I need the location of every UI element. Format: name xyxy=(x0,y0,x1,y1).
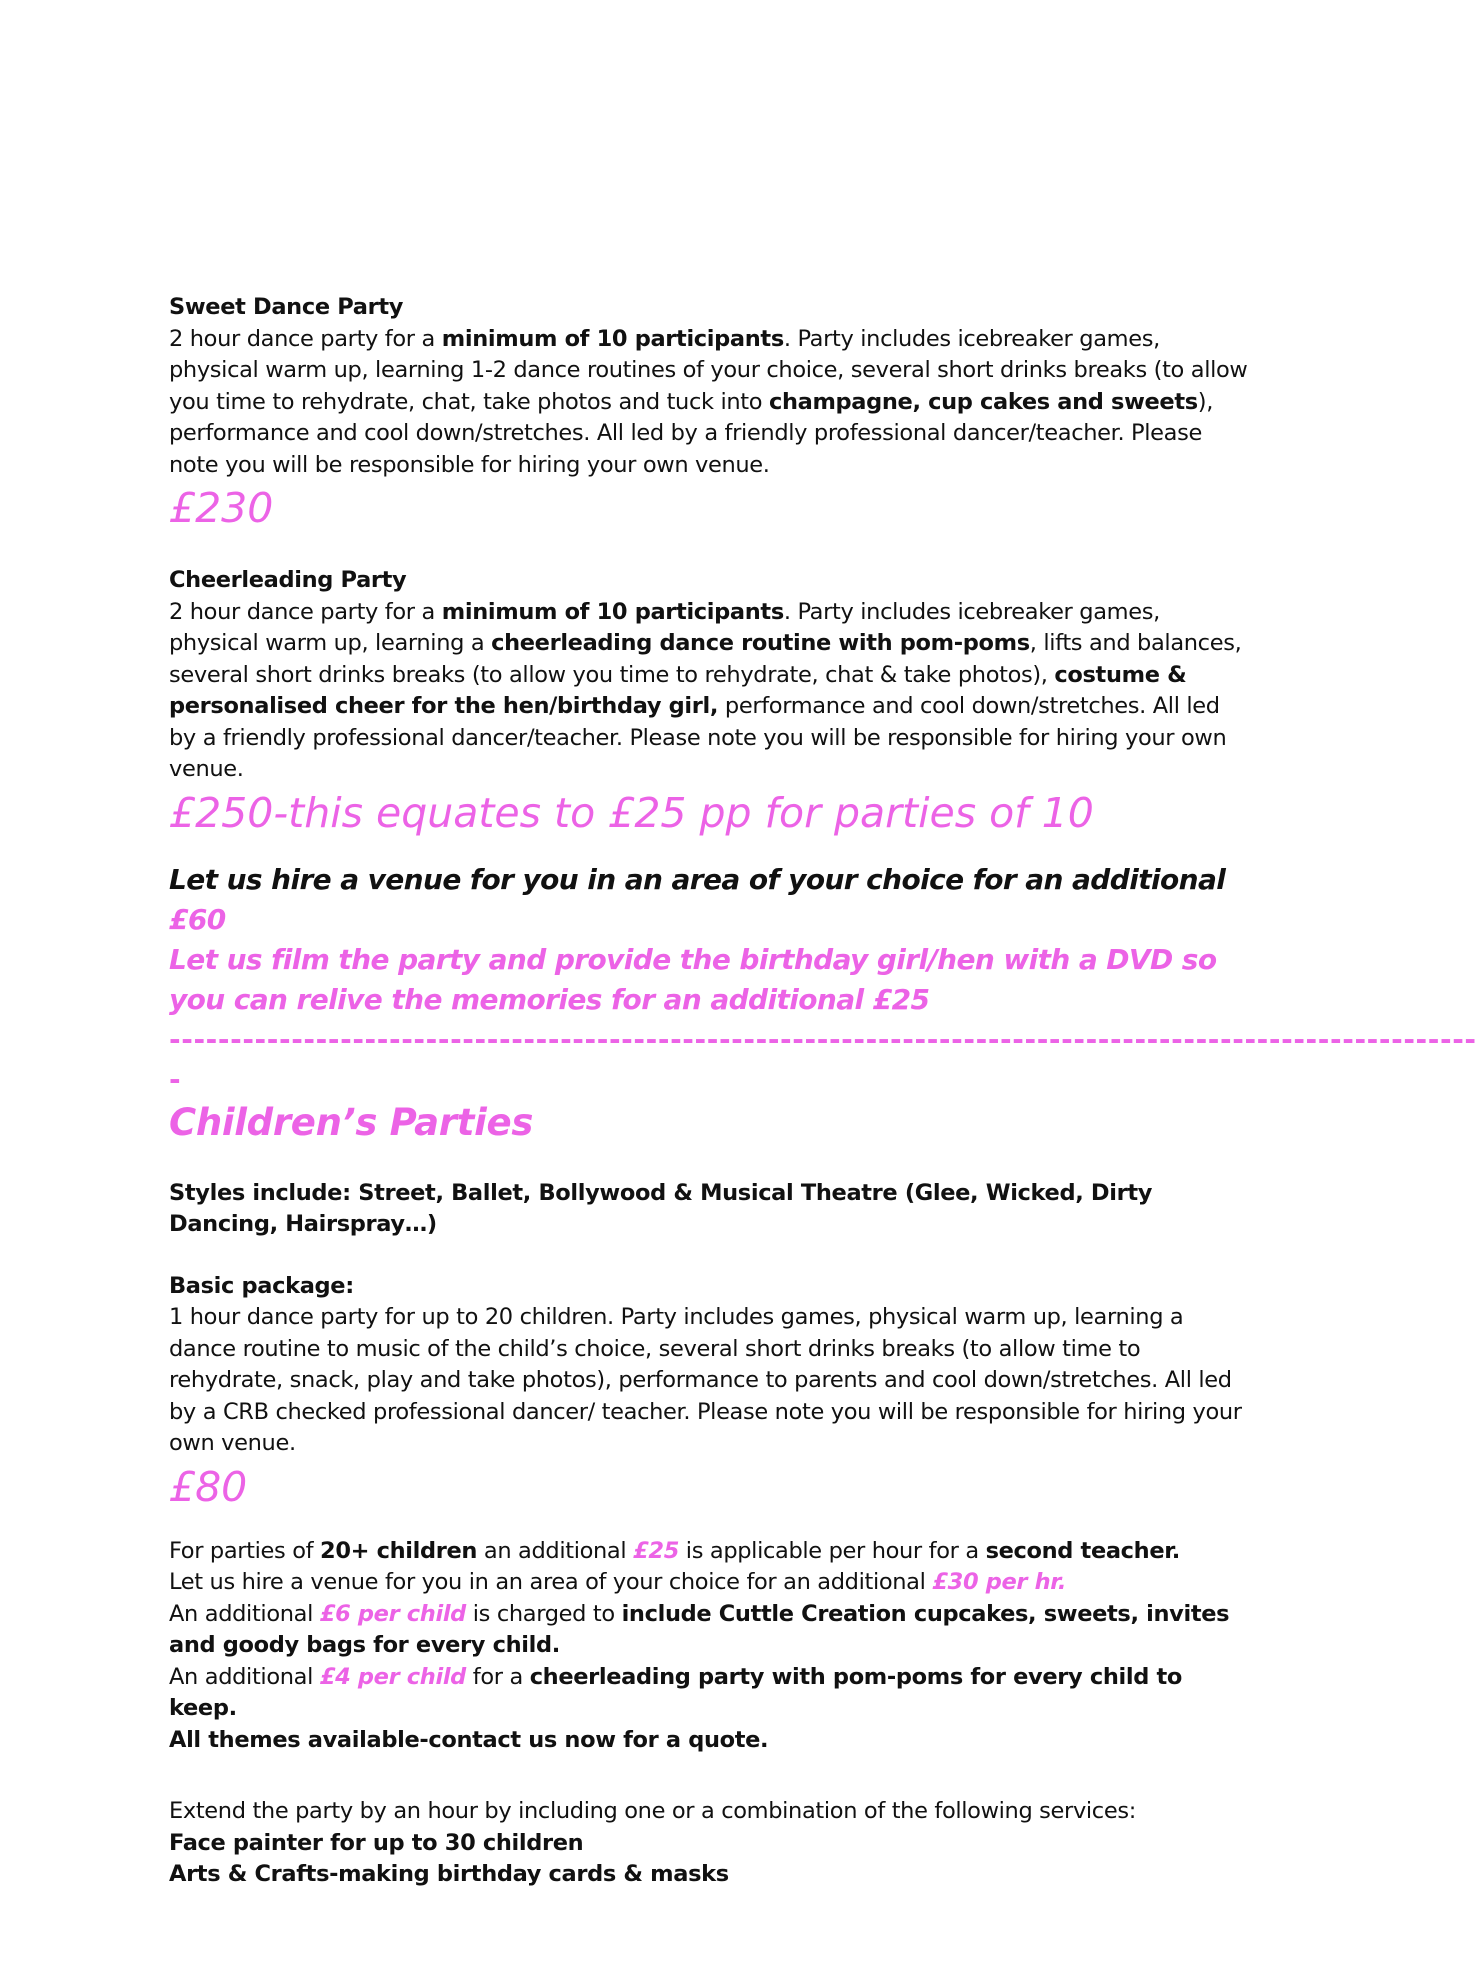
sweet-dance-party-description: 2 hour dance party for a minimum of 10 participants. Party includes icebreaker games, physical warm up, learning 1-2 dance routines of your choice, several short drinks breaks (to allow you time to rehydrate, chat, take photos and tuck into champagne, cup cakes and sweets), performance and cool down/stretches. All led by a friendly professional dancer/teacher. Please note you will be responsible for hiring your own venue. xyxy=(169,325,1248,478)
cupcakes-line: An additional £6 per child is charged to include Cuttle Creation cupcakes, sweets, invites and goody bags for every child. xyxy=(169,1600,1230,1658)
styles-list: Styles include: Street, Ballet, Bollywood & Musical Theatre (Glee, Wicked, Dirty Dancing, Hairspray…) xyxy=(169,1179,1153,1237)
cheerleading-party-title: Cheerleading Party xyxy=(169,567,407,593)
basic-package-title: Basic package: xyxy=(169,1272,354,1299)
section-divider-end: - xyxy=(169,1062,182,1096)
extend-party-line: Extend the party by an hour by including one or a combination of the following services: xyxy=(169,1798,1136,1824)
children-venue-line: Let us hire a venue for you in an area of your choice for an additional £30 per hr. xyxy=(169,1569,1067,1595)
themes-line: All themes available-contact us now for a quote. xyxy=(169,1726,769,1753)
pom-poms-line: An additional £4 per child for a cheerleading party with pom-poms for every child to keep. xyxy=(169,1663,1182,1721)
childrens-parties-heading: Children’s Parties xyxy=(169,1100,534,1144)
arts-crafts-service: Arts & Crafts-making birthday cards & masks xyxy=(169,1861,729,1887)
section-divider: ----------------------------------------------------------------------------------------------------------- xyxy=(169,1022,1477,1056)
basic-package-price: £80 xyxy=(169,1462,248,1511)
basic-package-description: 1 hour dance party for up to 20 children. Party includes games, physical warm up, learning a dance routine to music of the child’s choice, several short drinks breaks (to allow time to rehydrate, snack, play and take photos), performance to parents and cool down/stretches. All led by a CRB checked professional dancer/ teacher. Please note you will be responsible for hiring your own venue. xyxy=(169,1304,1242,1456)
document-page xyxy=(169,292,1477,1891)
sweet-dance-party-title: Sweet Dance Party xyxy=(169,294,404,320)
cheerleading-party-price: £250-this equates to £25 pp for parties of 10 xyxy=(169,788,1094,837)
venue-hire-offer: Let us hire a venue for you in an area of your choice for an additional £60 xyxy=(169,862,1226,936)
sweet-dance-party-price: £230 xyxy=(169,484,274,532)
face-painter-service: Face painter for up to 30 children xyxy=(169,1829,584,1856)
cheerleading-party-description: 2 hour dance party for a minimum of 10 participants. Party includes icebreaker games, physical warm up, learning a cheerleading dance routine with pom-poms, lifts and balances, several short drinks breaks (to allow you time to rehydrate, chat & take photos), costume & personalised cheer for the hen/birthday girl, performance and cool down/stretches. All led by a friendly professional dancer/teacher. Please note you will be responsible for hiring your own venue. xyxy=(169,598,1242,782)
second-teacher-line: For parties of 20+ children an additional £25 is applicable per hour for a second teacher. xyxy=(169,1537,1180,1564)
dvd-filming-offer: Let us film the party and provide the birthday girl/hen with a DVD so you can relive the memories for an additional £25 xyxy=(169,942,1217,1016)
